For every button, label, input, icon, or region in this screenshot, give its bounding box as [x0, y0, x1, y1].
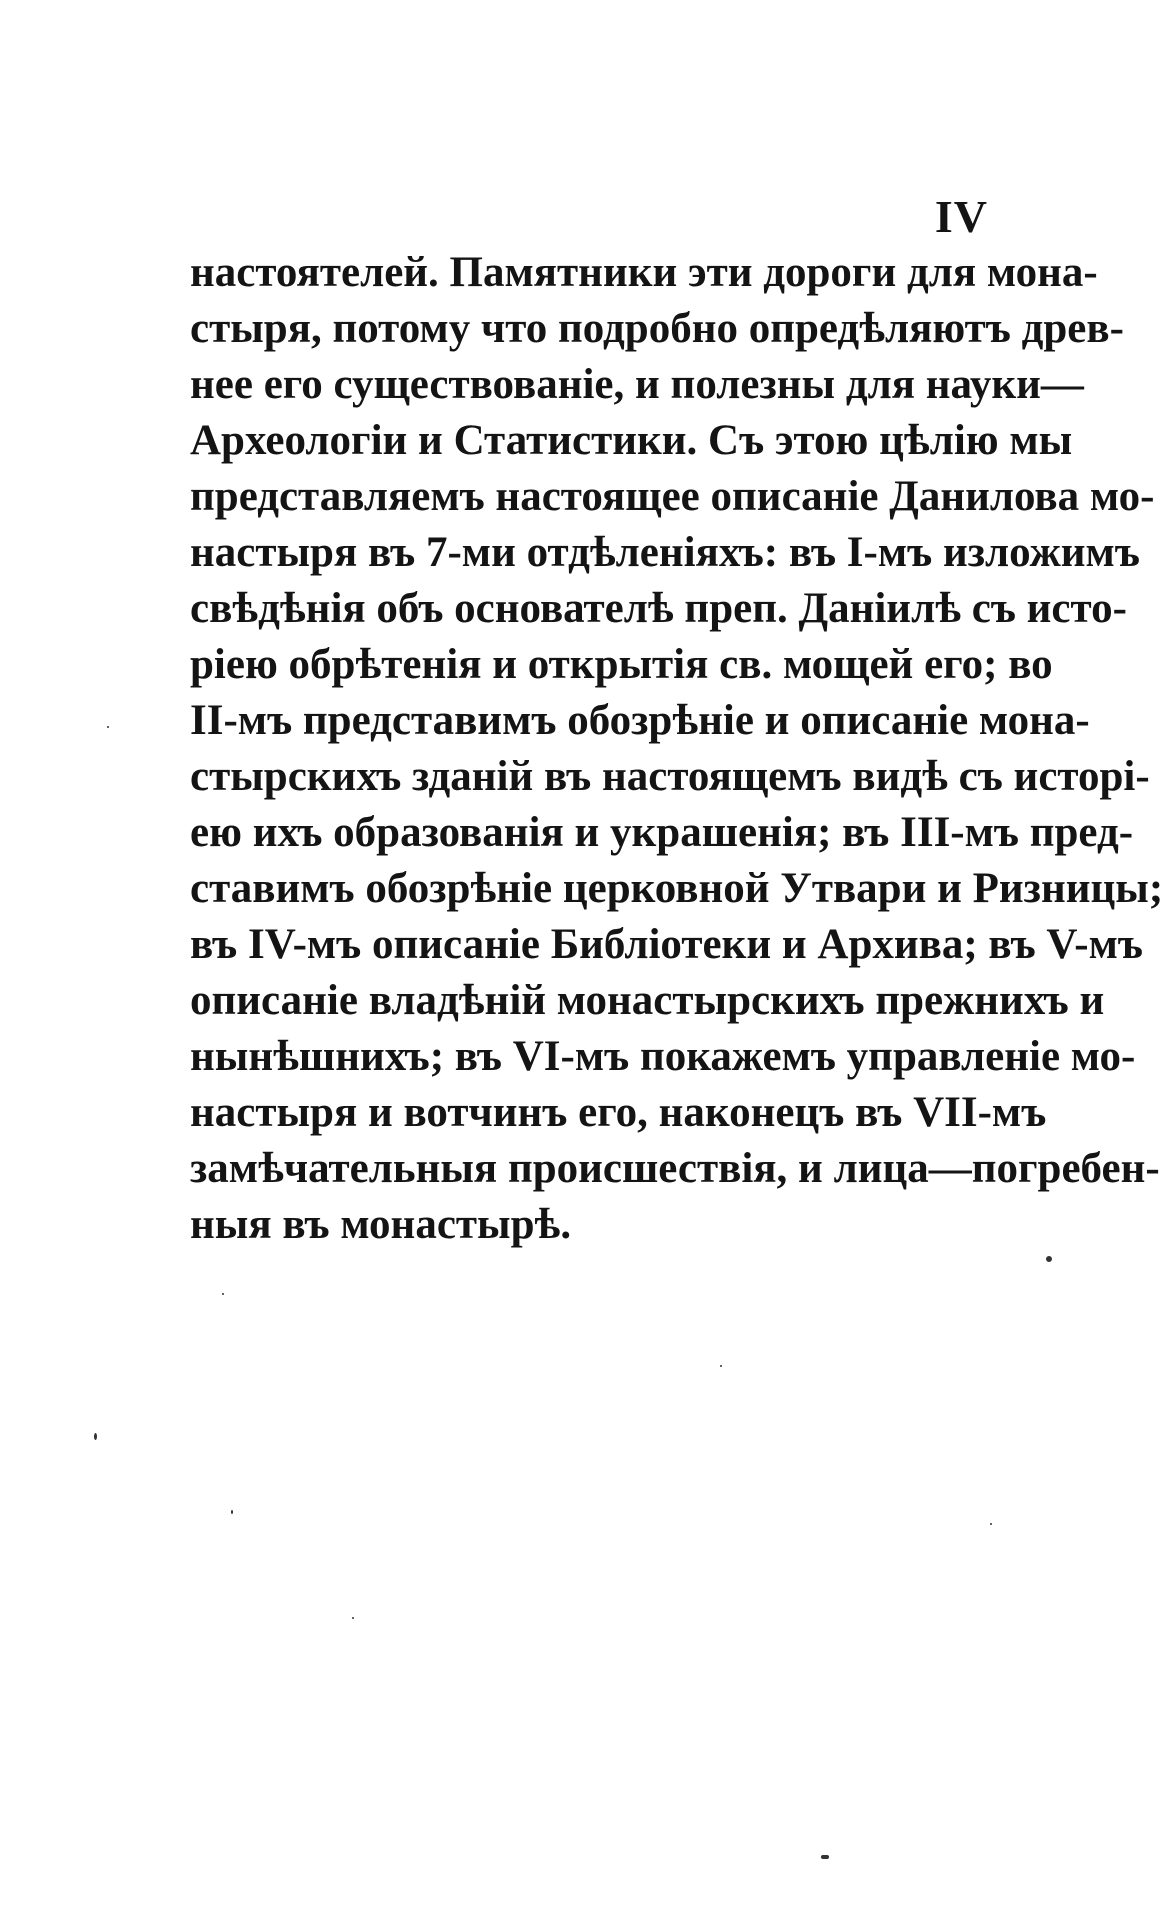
- scan-speck: [231, 1510, 233, 1514]
- scan-speck: [720, 1365, 722, 1367]
- scan-speck: [107, 726, 109, 728]
- body-text: [190, 245, 1163, 1253]
- text-line: ею ихъ образованія и украшенія; въ III-мъ пред-: [190, 809, 1134, 856]
- scan-speck: [222, 1293, 224, 1295]
- scan-speck: [352, 1617, 354, 1619]
- text-line: описаніе владѣній монастырскихъ прежнихъ и: [190, 977, 1105, 1024]
- page-number: IV: [934, 191, 988, 242]
- text-line: настоятелей. Памятники эти дороги для мона-: [190, 249, 1098, 296]
- text-line: нее его существованіе, и полезны для науки—: [190, 361, 1084, 408]
- text-line: нынѣшнихъ; въ VI-мъ покажемъ управленіе мо-: [190, 1033, 1136, 1080]
- text-line: свѣдѣнія объ основателѣ преп. Даніилѣ съ исто-: [190, 585, 1127, 632]
- scan-speck: [990, 1523, 992, 1525]
- text-line: настыря въ 7-ми отдѣленіяхъ: въ I-мъ изложимъ: [190, 529, 1140, 576]
- text-line: II-мъ представимъ обозрѣніе и описаніе мона-: [190, 697, 1090, 744]
- text-line: въ IV-мъ описаніе Библіотеки и Архива; въ V-мъ: [190, 921, 1143, 968]
- scan-speck: [1046, 1256, 1052, 1262]
- text-line: замѣчательныя происшествія, и лица—погребен-: [190, 1145, 1160, 1192]
- text-line: стыря, потому что подробно опредѣляютъ древ-: [190, 305, 1124, 352]
- text-line: стырскихъ зданій въ настоящемъ видѣ съ исторі-: [190, 753, 1150, 800]
- text-line: представляемъ настоящее описаніе Данилова мо-: [190, 473, 1155, 520]
- text-line: ріею обрѣтенія и открытія св. мощей его; во: [190, 641, 1053, 688]
- scan-speck: [94, 1433, 97, 1440]
- text-line: ныя въ монастырѣ.: [190, 1201, 572, 1248]
- text-line: настыря и вотчинъ его, наконецъ въ VII-мъ: [190, 1089, 1047, 1136]
- scan-speck: [821, 1855, 829, 1859]
- text-line: Археологіи и Статистики. Съ этою цѣлію мы: [190, 417, 1073, 464]
- text-line: ставимъ обозрѣніе церковной Утвари и Ризницы;: [190, 865, 1163, 912]
